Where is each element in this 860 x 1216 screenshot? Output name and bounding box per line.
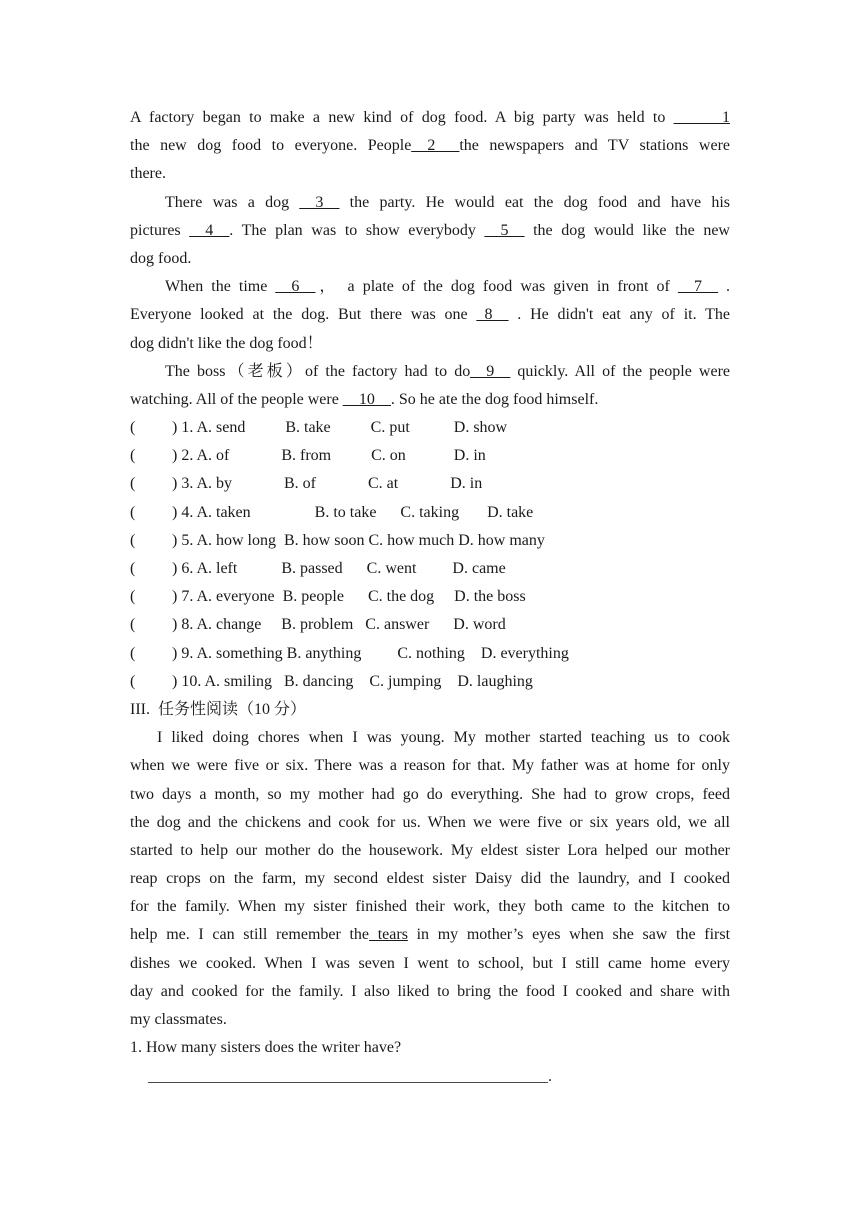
passage-line: for the family. When my sister finished their work, they both came to the kitchen to	[130, 898, 730, 916]
blank-2: __2___	[411, 137, 460, 155]
question-row: ( ) 7. A. everyone B. people C. the dog D. the boss	[130, 583, 730, 611]
blank-7: __7__	[677, 278, 718, 296]
question-row: ( ) 10. A. smiling B. dancing C. jumping D. laughing	[130, 668, 730, 696]
question-row: ( ) 9. A. something B. anything C. nothing D. everything	[130, 640, 730, 668]
cloze-p3-line2: Everyone looked at the dog. But there was one _8__ . He didn't eat any of it. The	[130, 306, 731, 324]
passage-line: I liked doing chores when I was young. My mother started teaching us to cook	[157, 729, 730, 747]
blank-5: __5__	[484, 221, 525, 239]
answer-paren[interactable]: (	[130, 672, 136, 690]
blank-6: __6__	[275, 278, 316, 296]
passage-line: when we were five or six. There was a reason for that. My father was at home for only	[130, 757, 730, 775]
answer-paren[interactable]: (	[130, 531, 136, 549]
passage-line: started to help our mother do the housework. My eldest sister Lora helped our mother	[130, 841, 730, 859]
passage-line: the dog and the chickens and cook for us. When we were five or six years old, we all	[130, 813, 730, 831]
section-heading: III. 任务性阅读（10 分）	[130, 700, 306, 718]
passage-line: my classmates.	[130, 1011, 227, 1028]
answer-paren[interactable]: (	[130, 616, 136, 634]
question-row: ( ) 1. A. send B. take C. put D. show	[130, 414, 730, 442]
cloze-p2-line1: There was a dog __3__ the party. He would eat the dog food and have his	[165, 193, 730, 211]
passage-line: help me. I can still remember the tears in my mother’s eyes when she saw the first	[130, 926, 731, 944]
question-row: ( ) 8. A. change B. problem C. answer D. word	[130, 611, 730, 639]
passage-line: dishes we cooked. When I was seven I went to school, but I still came home every	[130, 954, 730, 972]
task-question: 1. How many sisters does the writer have?	[130, 1039, 402, 1057]
answer-paren[interactable]: (	[130, 419, 136, 437]
answer-paren[interactable]: (	[130, 644, 136, 662]
passage-line: day and cooked for the family. I also liked to bring the food I cooked and share with	[130, 982, 730, 1000]
question-row: ( ) 4. A. taken B. to take C. taking D. take	[130, 499, 730, 527]
cloze-p1-line3: there.	[130, 165, 166, 183]
worksheet-page	[130, 104, 730, 1092]
question-row: ( ) 3. A. by B. of C. at D. in	[130, 470, 730, 498]
answer-paren[interactable]: (	[130, 447, 136, 465]
cloze-p3-line1: When the time __6__， a plate of the dog food was given in front of __7__ .	[165, 278, 730, 296]
blank-3: __3__	[299, 193, 340, 211]
answer-paren[interactable]: (	[130, 560, 136, 577]
cloze-p2-line2: pictures __4__. The plan was to show everybody __5__ the dog would like the new	[130, 221, 730, 239]
cloze-p4-line1: The boss（老板）of the factory had to do__9__ quickly. All of the people were	[165, 362, 730, 380]
passage-line: two days a month, so my mother had go do everything. She had to grow crops, feed	[130, 785, 730, 803]
cloze-p2-line3: dog food.	[130, 249, 192, 267]
underlined-word: tears	[369, 926, 408, 944]
blank-8: _8__	[476, 306, 509, 324]
reading-passage	[130, 724, 730, 1034]
cloze-p3-line3: dog didn't like the dog food！	[130, 334, 323, 352]
answer-paren[interactable]: (	[130, 503, 136, 521]
answer-line[interactable]: __________________________________________________.	[148, 1068, 552, 1086]
question-row: ( ) 2. A. of B. from C. on D. in	[130, 442, 730, 470]
blank-1: __ ___1	[673, 109, 730, 126]
answer-paren[interactable]: (	[130, 588, 136, 606]
blank-9: __9__	[470, 362, 511, 380]
blank-4: __4__	[189, 221, 230, 239]
cloze-p1-line2: the new dog food to everyone. People__2___the newspapers and TV stations were	[130, 137, 731, 155]
question-row: ( ) 6. A. left B. passed C. went D. came	[130, 555, 730, 583]
cloze-p4-line2: watching. All of the people were __10__. So he ate the dog food himself.	[130, 390, 599, 408]
blank-10: __10__	[342, 390, 391, 408]
question-list	[130, 414, 730, 696]
answer-paren[interactable]: (	[130, 475, 136, 493]
passage-line: reap crops on the farm, my second eldest sister Daisy did the laundry, and I cooked	[130, 870, 730, 888]
cloze-p1-line1: A factory began to make a new kind of dog food. A big party was held to __ ___1	[130, 109, 730, 126]
question-row: ( ) 5. A. how long B. how soon C. how much D. how many	[130, 527, 730, 555]
